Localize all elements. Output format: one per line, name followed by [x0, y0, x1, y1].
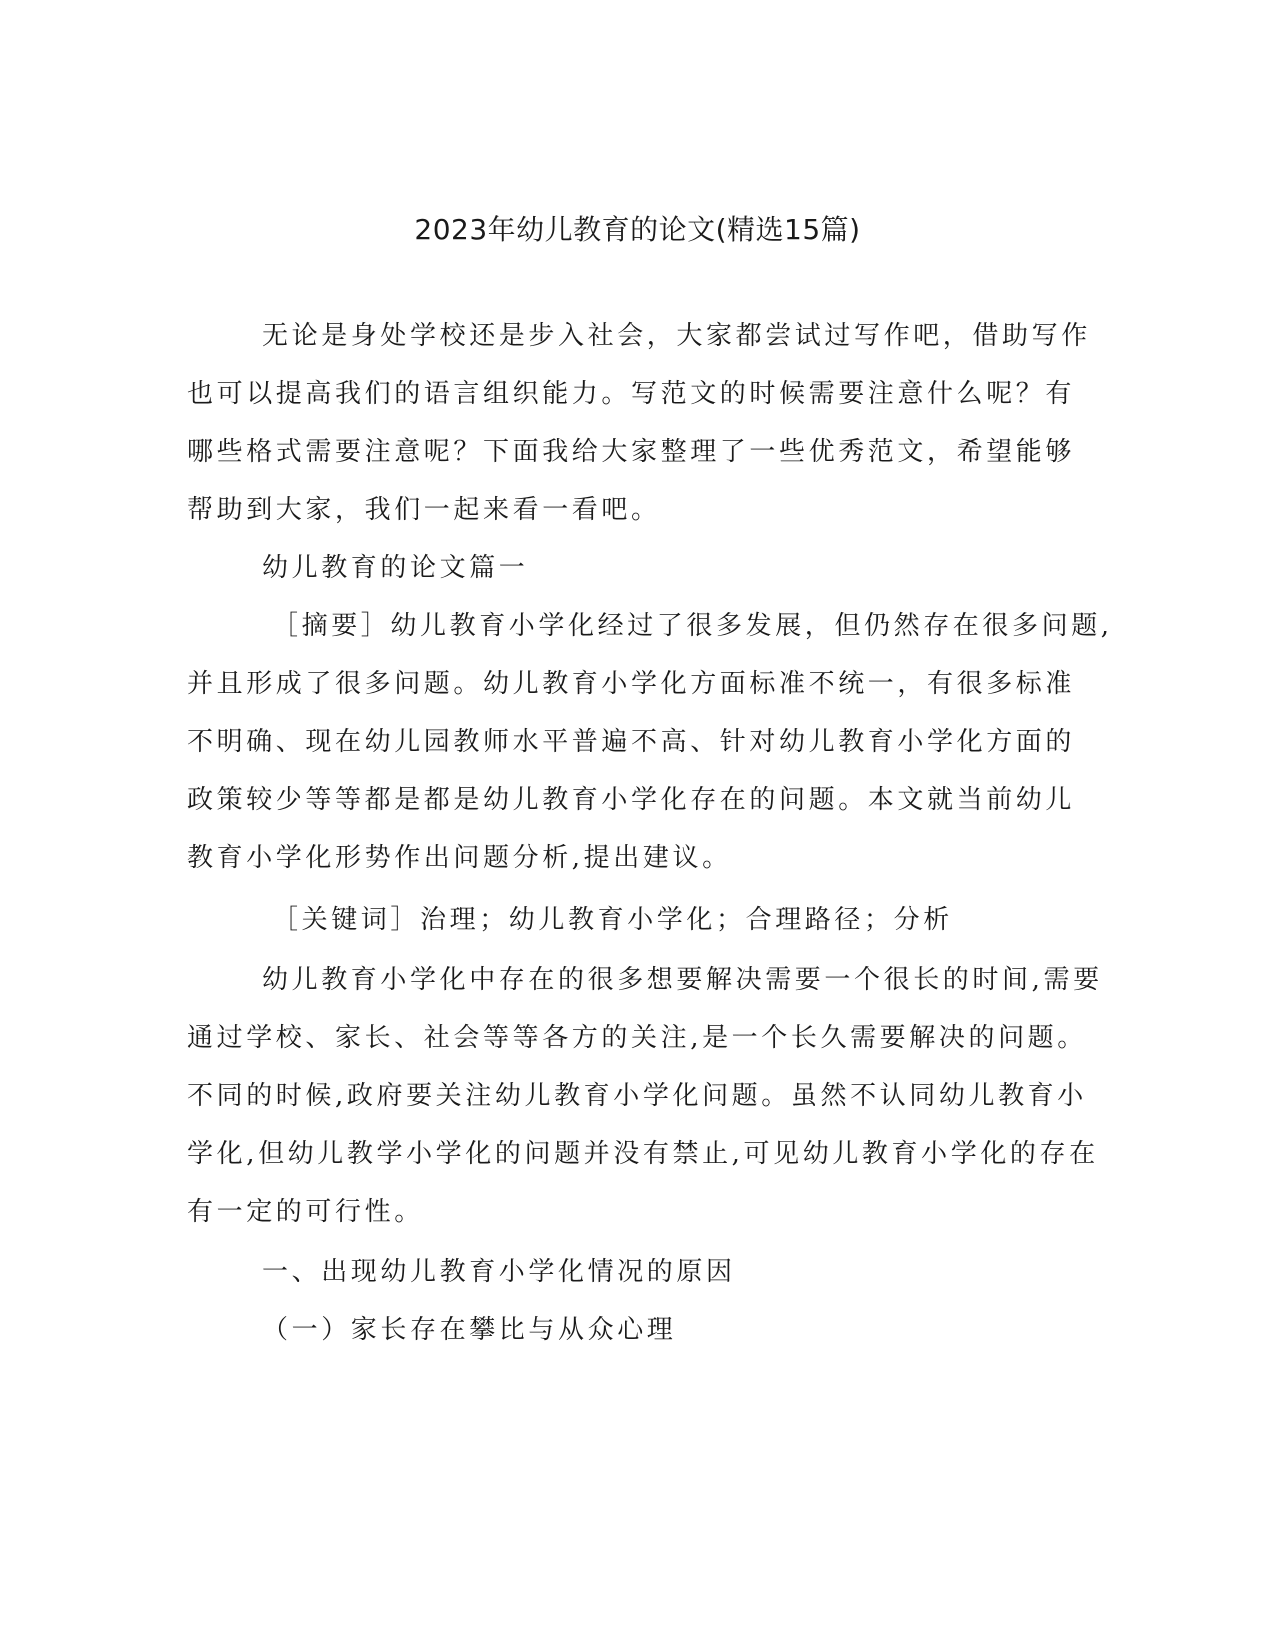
intro-line-1: 无论是身处学校还是步入社会，大家都尝试过写作吧，借助写作: [262, 321, 1091, 351]
abstract-line-4: 政策较少等等都是都是幼儿教育小学化存在的问题。本文就当前幼儿: [187, 785, 1076, 815]
abstract-line-3: 不明确、现在幼儿园教师水平普遍不高、针对幼儿教育小学化方面的: [187, 727, 1076, 757]
subheading-1: （一）家长存在攀比与从众心理: [262, 1315, 677, 1345]
abstract-line-1: ［摘要］幼儿教育小学化经过了很多发展，但仍然存在很多问题,: [272, 611, 1113, 641]
body-line-5: 有一定的可行性。: [187, 1197, 424, 1227]
body-line-1: 幼儿教育小学化中存在的很多想要解决需要一个很长的时间,需要: [262, 965, 1103, 995]
abstract-line-2: 并且形成了很多问题。幼儿教育小学化方面标准不统一，有很多标准: [187, 669, 1076, 699]
body-line-2: 通过学校、家长、社会等等各方的关注,是一个长久需要解决的问题。: [187, 1023, 1087, 1053]
body-line-4: 学化,但幼儿教学小学化的问题并没有禁止,可见幼儿教育小学化的存在: [187, 1139, 1099, 1169]
intro-line-3: 哪些格式需要注意呢？下面我给大家整理了一些优秀范文，希望能够: [187, 437, 1076, 467]
keywords-line: ［关键词］治理；幼儿教育小学化；合理路径；分析: [272, 905, 953, 935]
heading-1: 一、出现幼儿教育小学化情况的原因: [262, 1257, 736, 1287]
abstract-line-5: 教育小学化形势作出问题分析,提出建议。: [187, 843, 732, 873]
document-title: 2023年幼儿教育的论文(精选15篇): [414, 213, 861, 246]
intro-line-4: 帮助到大家，我们一起来看一看吧。: [187, 495, 661, 525]
intro-line-2: 也可以提高我们的语言组织能力。写范文的时候需要注意什么呢？有: [187, 379, 1076, 409]
body-line-3: 不同的时候,政府要关注幼儿教育小学化问题。虽然不认同幼儿教育小: [187, 1081, 1087, 1111]
section-heading: 幼儿教育的论文篇一: [262, 553, 529, 583]
